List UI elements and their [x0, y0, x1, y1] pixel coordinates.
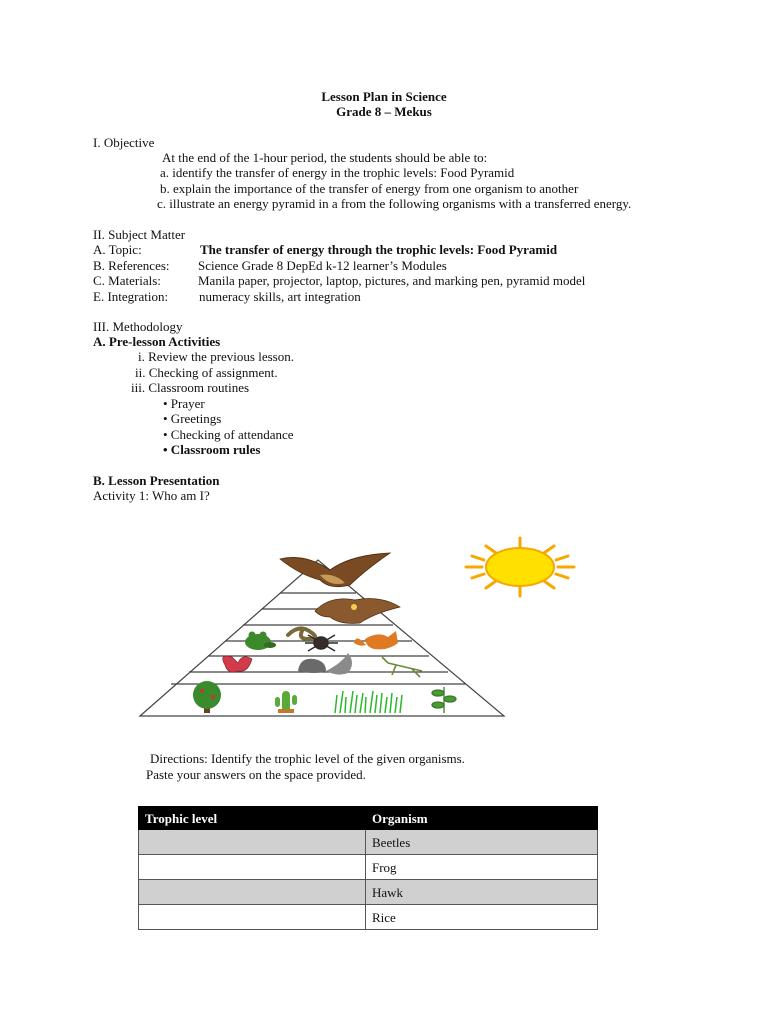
owl-icon	[315, 599, 400, 624]
activity-title: Activity 1: Who am I?	[93, 488, 210, 503]
trophic-level-table	[138, 806, 598, 930]
answer-cell[interactable]	[139, 830, 366, 855]
integration-label: E. Integration:	[93, 289, 169, 304]
objective-item-a: a. identify the transfer of energy in the trophic levels: Food Pyramid	[160, 165, 515, 180]
objective-heading: I. Objective	[93, 135, 155, 150]
organism-cell: Beetles	[366, 830, 598, 855]
butterfly-icon	[223, 656, 252, 672]
tree-icon	[193, 681, 221, 713]
fox-icon	[354, 631, 398, 649]
objective-item-b: b. explain the importance of the transfer of energy from one organism to another	[160, 181, 579, 196]
lesson-presentation-heading: B. Lesson Presentation	[93, 473, 220, 488]
routine-classroom-rules: • Classroom rules	[163, 442, 261, 457]
grass-icon	[335, 691, 402, 713]
pre-item-assignment: ii. Checking of assignment.	[135, 365, 278, 380]
table-row	[139, 905, 598, 930]
topic-label: A. Topic:	[93, 242, 142, 257]
answer-cell[interactable]	[139, 880, 366, 905]
header-organism: Organism	[366, 807, 598, 830]
table-row	[139, 855, 598, 880]
materials-value: Manila paper, projector, laptop, pictures, and marking pen, pyramid model	[198, 273, 586, 288]
integration-value: numeracy skills, art integration	[199, 289, 361, 304]
subject-matter-heading: II. Subject Matter	[93, 227, 186, 242]
table-row	[139, 830, 598, 855]
objective-item-c: c. illustrate an energy pyramid in a from the following organisms with a transferred energy.	[157, 196, 632, 211]
grasshopper-icon	[382, 657, 422, 677]
hawk-icon	[280, 553, 390, 587]
pre-item-routines: iii. Classroom routines	[131, 380, 250, 395]
page-subtitle: Grade 8 – Mekus	[336, 104, 432, 119]
table-header-row	[139, 807, 598, 830]
answer-cell[interactable]	[139, 855, 366, 880]
references-value: Science Grade 8 DepEd k-12 learner’s Modules	[198, 258, 447, 273]
objective-intro: At the end of the 1-hour period, the students should be able to:	[162, 150, 488, 165]
routine-prayer: • Prayer	[163, 396, 205, 411]
organism-cell: Frog	[366, 855, 598, 880]
directions-line-2: Paste your answers on the space provided.	[146, 767, 366, 782]
table-row	[139, 880, 598, 905]
directions-line-1: Directions: Identify the trophic level of the given organisms.	[150, 751, 465, 766]
cactus-icon	[275, 691, 297, 713]
pre-item-review: i. Review the previous lesson.	[138, 349, 294, 364]
answer-cell[interactable]	[139, 905, 366, 930]
materials-label: C. Materials:	[93, 273, 161, 288]
pre-lesson-heading: A. Pre-lesson Activities	[93, 334, 221, 349]
organism-cell: Hawk	[366, 880, 598, 905]
routine-attendance: • Checking of attendance	[163, 427, 294, 442]
organism-cell: Rice	[366, 905, 598, 930]
topic-value: The transfer of energy through the trophic levels: Food Pyramid	[200, 242, 558, 257]
sun-icon	[458, 536, 582, 598]
methodology-heading: III. Methodology	[93, 319, 183, 334]
plant-icon	[432, 687, 456, 713]
page-title: Lesson Plan in Science	[321, 89, 447, 104]
references-label: B. References:	[93, 258, 170, 273]
routine-greetings: • Greetings	[163, 411, 222, 426]
header-trophic-level: Trophic level	[139, 807, 366, 830]
